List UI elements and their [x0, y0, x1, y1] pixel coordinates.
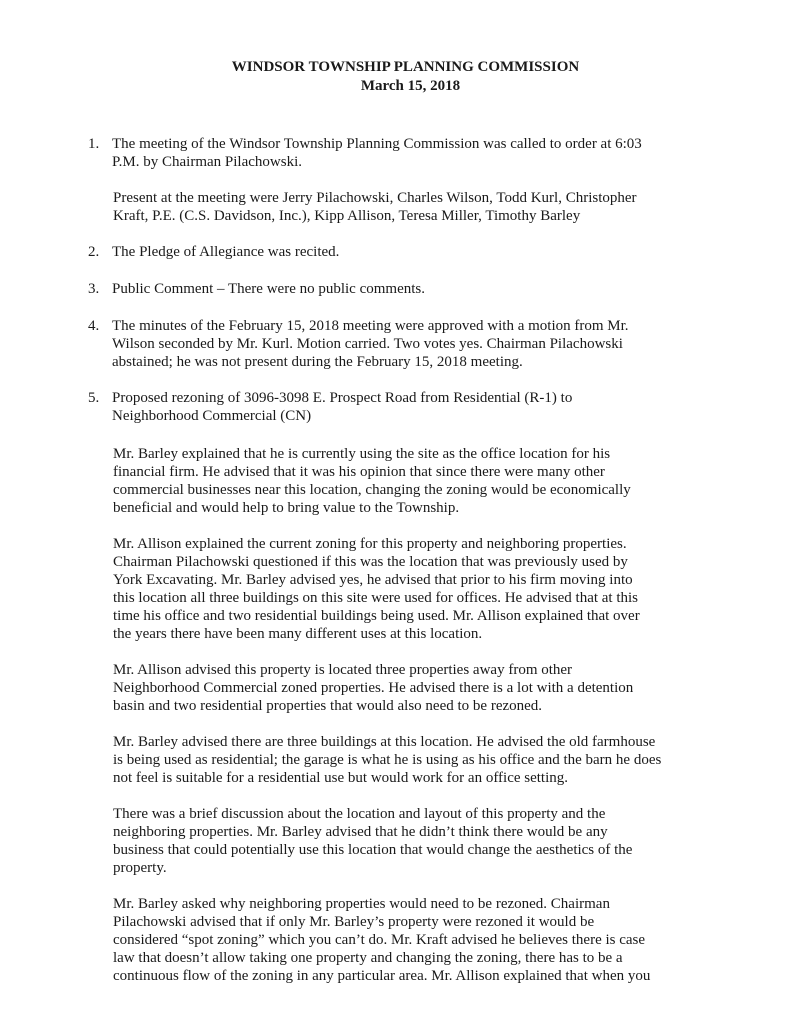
text-line: York Excavating. Mr. Barley advised yes, he advised that prior to his firm moving into	[113, 572, 633, 588]
discussion-paragraph	[113, 733, 693, 787]
text-line: the years there have been many different uses at this location.	[113, 626, 483, 642]
text-line: Present at the meeting were Jerry Pilachowski, Charles Wilson, Todd Kurl, Christopher	[113, 190, 637, 206]
discussion-paragraph	[113, 661, 693, 715]
text-line: There was a brief discussion about the location and layout of this property and the	[113, 806, 606, 822]
document-date: March 15, 2018	[360, 78, 461, 94]
text-line: Neighborhood Commercial zoned properties. He advised there is a lot with a detention	[113, 680, 634, 696]
item-text	[112, 317, 688, 371]
text-line: not feel is suitable for a residential use but would work for an office setting.	[113, 770, 569, 786]
text-line: The meeting of the Windsor Township Planning Commission was called to order at 6:03	[112, 136, 642, 152]
agenda-item-2	[88, 243, 688, 261]
discussion-paragraph	[113, 805, 693, 877]
text-line: property.	[113, 860, 167, 876]
text-line: Kraft, P.E. (C.S. Davidson, Inc.), Kipp Allison, Teresa Miller, Timothy Barley	[113, 208, 581, 224]
document-title: WINDSOR TOWNSHIP PLANNING COMMISSION	[231, 59, 580, 75]
text-line: Public Comment – There were no public comments.	[112, 281, 425, 297]
text-line: commercial businesses near this location, changing the zoning would be economically	[113, 482, 631, 498]
item-number: 2.	[88, 244, 100, 260]
text-line: basin and two residential properties that would also need to be rezoned.	[113, 698, 543, 714]
text-line: P.M. by Chairman Pilachowski.	[112, 154, 302, 170]
text-line: Mr. Allison advised this property is located three properties away from other	[113, 662, 573, 678]
text-line: abstained; he was not present during the February 15, 2018 meeting.	[112, 354, 523, 370]
text-line: business that could potentially use this location that would change the aesthetics of the	[113, 842, 633, 858]
text-line: this location all three buildings on this site were used for offices. He advised that at this	[113, 590, 639, 606]
text-line: Chairman Pilachowski questioned if this was the location that was previously used by	[113, 554, 628, 570]
item-text	[112, 389, 688, 425]
text-line: Wilson seconded by Mr. Kurl. Motion carried. Two votes yes. Chairman Pilachowski	[112, 336, 623, 352]
text-line: continuous flow of the zoning in any particular area. Mr. Allison explained that when you	[113, 968, 651, 984]
text-line: Mr. Barley asked why neighboring properties would need to be rezoned. Chairman	[113, 896, 610, 912]
item-number: 5.	[88, 390, 100, 406]
text-line: considered “spot zoning” which you can’t do. Mr. Kraft advised he believes there is case	[113, 932, 646, 948]
item-text	[112, 135, 688, 171]
attendance-paragraph	[113, 189, 693, 225]
text-line: neighboring properties. Mr. Barley advised that he didn’t think there would be any	[113, 824, 608, 840]
discussion-paragraph	[113, 535, 693, 643]
text-line: Mr. Barley advised there are three buildings at this location. He advised the old farmhouse	[113, 734, 656, 750]
text-line: law that doesn’t allow taking one property and changing the zoning, there has to be a	[113, 950, 623, 966]
agenda-item-1	[88, 135, 688, 171]
discussion-paragraph	[113, 895, 693, 985]
agenda-item-5	[88, 389, 688, 425]
text-line: Pilachowski advised that if only Mr. Barley’s property were rezoned it would be	[113, 914, 595, 930]
text-line: Mr. Barley explained that he is currently using the site as the office location for his	[113, 446, 611, 462]
text-line: Neighborhood Commercial (CN)	[112, 408, 312, 424]
item-number: 4.	[88, 318, 100, 334]
text-line: time his office and two residential buildings being used. Mr. Allison explained that over	[113, 608, 640, 624]
text-line: Mr. Allison explained the current zoning for this property and neighboring properties.	[113, 536, 627, 552]
discussion-paragraph	[113, 445, 693, 517]
item-text	[112, 280, 688, 298]
text-line: financial firm. He advised that it was his opinion that since there were many other	[113, 464, 605, 480]
item-number: 1.	[88, 136, 100, 152]
text-line: is being used as residential; the garage is what he is using as his office and the barn he does	[113, 752, 662, 768]
agenda-item-4	[88, 317, 688, 371]
text-line: Proposed rezoning of 3096-3098 E. Prospect Road from Residential (R-1) to	[112, 390, 573, 406]
item-text	[112, 243, 688, 261]
item-number: 3.	[88, 281, 100, 297]
agenda-item-3	[88, 280, 688, 298]
text-line: The Pledge of Allegiance was recited.	[112, 244, 340, 260]
text-line: beneficial and would help to bring value to the Township.	[113, 500, 460, 516]
document-header	[0, 58, 791, 96]
text-line: The minutes of the February 15, 2018 meeting were approved with a motion from Mr.	[112, 318, 629, 334]
